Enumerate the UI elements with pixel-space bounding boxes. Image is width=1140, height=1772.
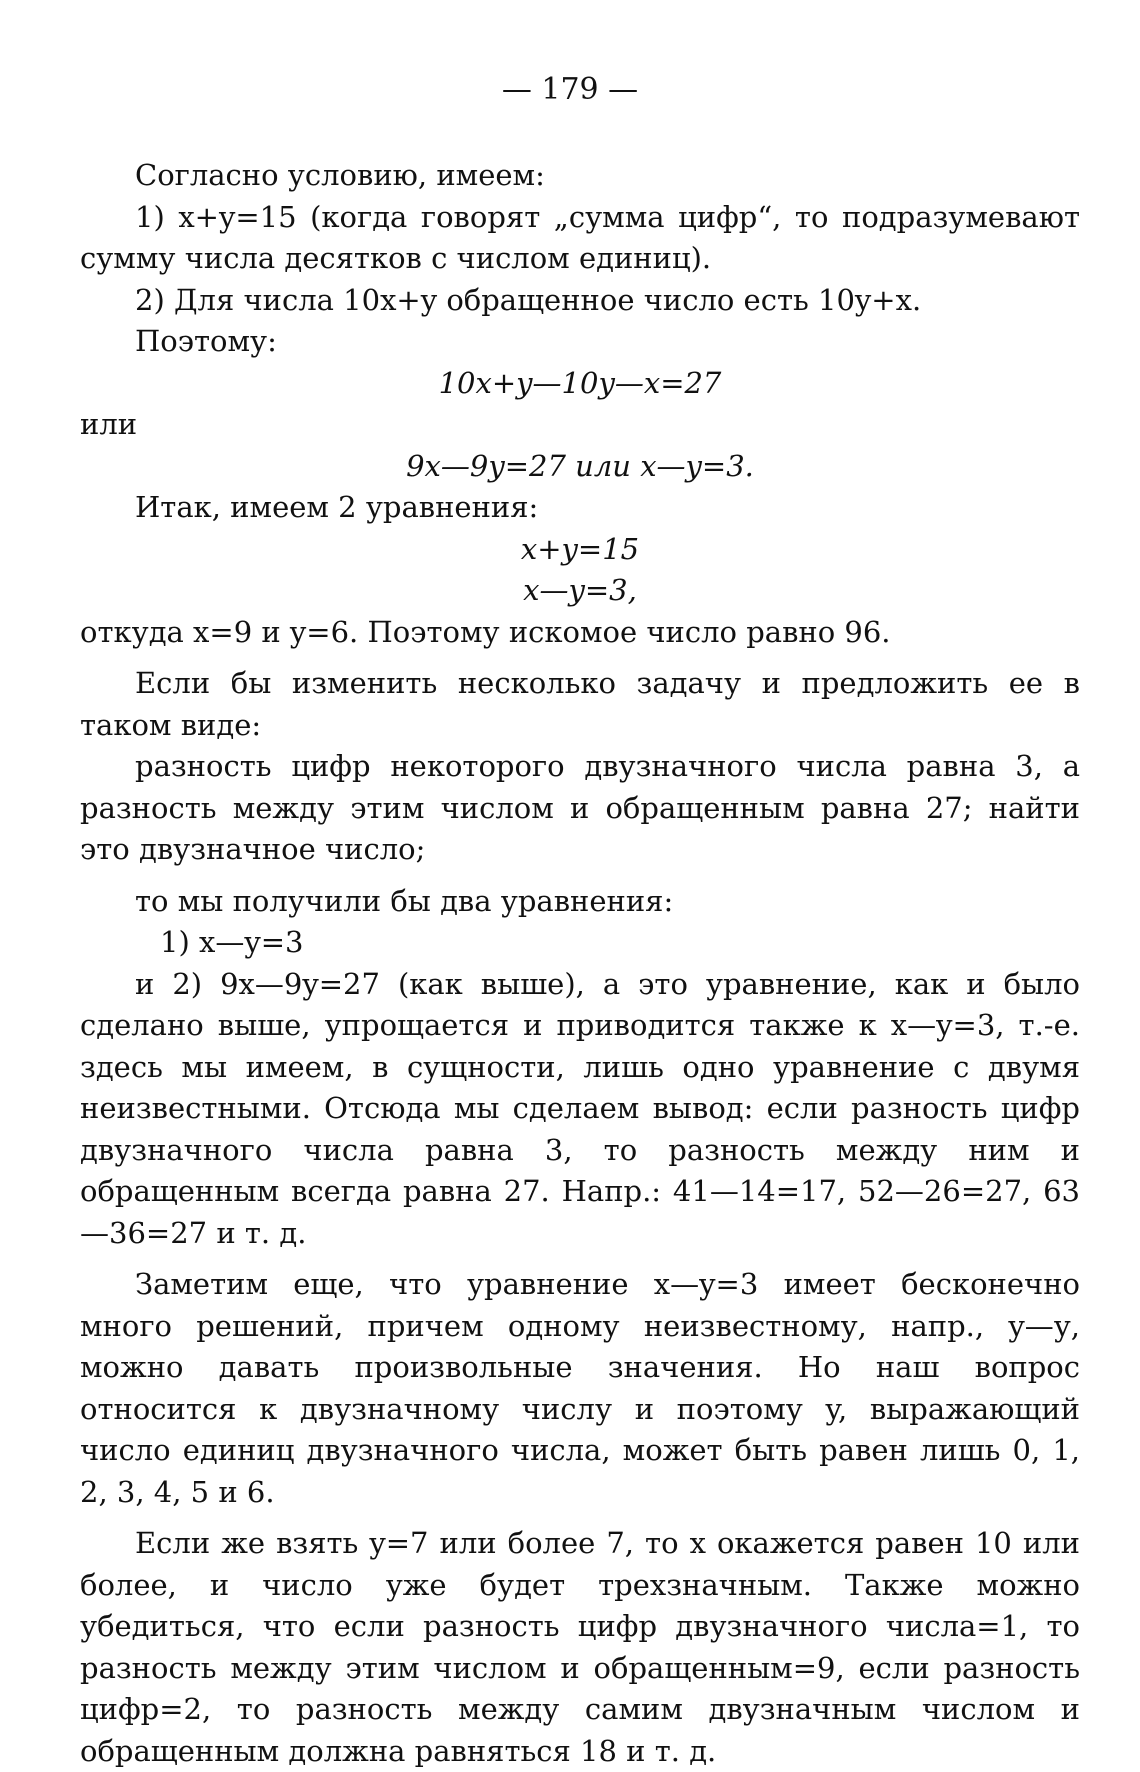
page-text (80, 155, 1080, 1772)
paragraph: и 2) 9x—9y=27 (как выше), а это уравнение, как и было сделано выше, упрощается и приводится также к x—y=3, т.-е. здесь мы имеем, в сущности, лишь одно уравнение с двумя неизвестными. Отсюда мы сделаем вывод: если разность цифр двузначного числа равна 3, то разность между ним и обращенным всегда равна 27. Напр.: 41—14=17, 52—26=27, 63—36=27 и т. д. (80, 966, 1080, 1250)
equation: x+y=15 (520, 531, 640, 566)
paragraph: Согласно условию, имеем: (135, 158, 545, 192)
paragraph: откуда x=9 и y=6. Поэтому искомое число равно 96. (80, 614, 891, 649)
paragraph: Если же взять y=7 или более 7, то x окажется равен 10 или более, и число уже будет трехзначным. Также можно убедиться, что если разность цифр двузначного числа=1, то разность между этим числом и обращенным=9, если разность цифр=2, то разность между самим двузначным числом и обращенным должна равняться 18 и т. д. (80, 1526, 1080, 1768)
equation: x—y=3, (523, 573, 637, 607)
page-number: — 179 — (501, 72, 639, 107)
equation: 9x—9y=27 или x—y=3. (406, 448, 754, 483)
paragraph: Заметим еще, что уравнение x—y=3 имеет бесконечно много решений, причем одному неизвестному, напр., y—у, можно давать произвольные значения. Но наш вопрос относится к двузначному числу и поэтому y, выражающий число единиц двузначного числа, может быть равен лишь 0, 1, 2, 3, 4, 5 и 6. (80, 1267, 1080, 1509)
paragraph: Если бы изменить несколько задачу и предложить ее в таком виде: (80, 666, 1080, 742)
paragraph: 2) Для числа 10x+y обращенное число есть 10y+x. (135, 282, 922, 317)
paragraph: 1) x+y=15 (когда говорят „сумма цифр“, то подразумевают сумму числа десятков с числом единиц). (80, 199, 1080, 275)
paragraph: то мы получили бы два уравнения: (135, 883, 674, 918)
equation: 10x+y—10y—x=27 (438, 365, 722, 400)
paragraph: разность цифр некоторого двузначного числа равна 3, а разность между этим числом и обращенным равна 27; найти это двузначное число; (80, 749, 1080, 866)
paragraph: Поэтому: (135, 324, 277, 358)
equation: 1) x—y=3 (160, 925, 304, 959)
paragraph: или (80, 407, 138, 441)
paragraph: Итак, имеем 2 уравнения: (135, 490, 539, 524)
